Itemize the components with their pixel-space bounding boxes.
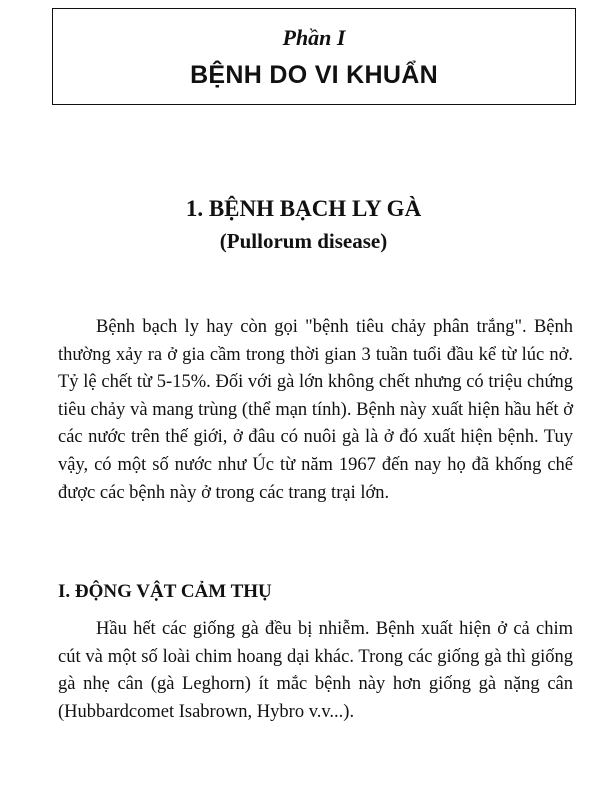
part-header-box xyxy=(52,8,576,105)
part-label: Phần I xyxy=(282,25,346,50)
section-paragraph: Hầu hết các giống gà đều bị nhiễm. Bệnh xuất hiện ở cả chim cút và một số loài chim hoang dại khác. Trong các giống gà thì giống gà nhẹ cân (gà Leghorn) ít mắc bệnh này hơn giống gà nặng cân (Hubbardcomet Isabrown, Hybro v.v...). xyxy=(58,619,573,722)
chapter-title: 1. BỆNH BẠCH LY GÀ xyxy=(185,196,422,221)
intro-paragraph: Bệnh bạch ly hay còn gọi "bệnh tiêu chảy phân trắng". Bệnh thường xảy ra ở gia cầm trong thời gian 3 tuần tuổi đầu kể từ lúc nở. Tỷ lệ chết từ 5-15%. Đối với gà lớn không chết nhưng có triệu chứng tiêu chảy và mang trùng (thể mạn tính). Bệnh này xuất hiện hầu hết ở các nước trên thế giới, ở đâu có nuôi gà là ở đó xuất hiện bệnh. Tuy vậy, có một số nước như Úc từ năm 1967 đến nay họ đã khống chế được các bệnh này ở trong các trang trại lớn. xyxy=(58,317,573,503)
chapter-subtitle: (Pullorum disease) xyxy=(219,229,388,253)
section-heading: I. ĐỘNG VẬT CẢM THỤ xyxy=(58,581,272,602)
part-title: BỆNH DO VI KHUẨN xyxy=(190,61,438,89)
